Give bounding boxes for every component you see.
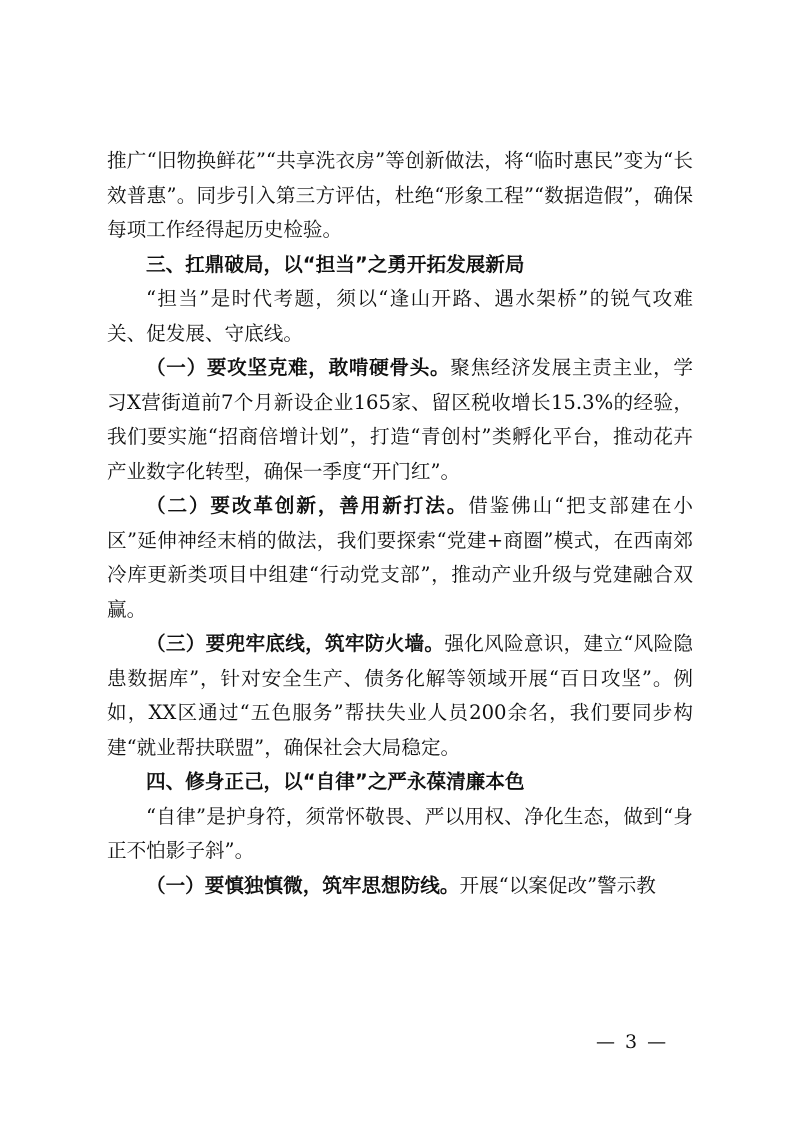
paragraph-lead: （一）要慎独慎微，筑牢思想防线。 [146,873,460,897]
paragraph-text: 开展“以案促改”警示教 [459,873,656,897]
document-body [107,144,693,903]
paragraph-text: “自律”是护身符，须常怀敬畏、严以用权、净化生态，做到“身正不怕影子斜”。 [107,804,693,862]
paragraph-lead: （二）要改革创新，善用新打法。 [146,494,469,517]
paragraph-item-4-1 [107,869,693,904]
paragraph-continuation [107,144,693,248]
paragraph-lead: （一）要攻坚克难，敢啃硬骨头。 [146,356,451,379]
paragraph-text: “担当”是时代考题，须以“逢山开路、遇水架桥”的锐气攻难关、促发展、守底线。 [107,287,693,345]
paragraph-lead: （三）要兜牢底线，筑牢防火墙。 [146,632,445,655]
paragraph-text: 强化风险意识，建立“风险隐患数据库”，针对安全生产、债务化解等领域开展“百日攻坚”。例如，XX区通过“五色服务”帮扶失业人员200余名，我们要同步构建“就业帮扶联盟”，确保社会大局稳定。 [107,632,693,759]
paragraph-item-3-3 [107,627,693,765]
paragraph-item-3-1 [107,351,693,489]
paragraph-intro-three [107,282,693,351]
paragraph-text: 聚焦经济发展主责主业，学习X营街道前7个月新设企业165家、留区税收增长15.3%的经验，我们要实施“招商倍增计划”，打造“青创村”类孵化平台，推动花卉产业数字化转型，确保一季度“开门红”。 [107,356,694,483]
section-heading-four: 四、修身正己，以“自律”之严永葆清廉本色 [146,770,525,793]
paragraph-text: 借鉴佛山“把支部建在小区”延伸神经末梢的做法，我们要探索“党建+商圈”模式，在西南郊冷库更新类项目中组建“行动党支部”，推动产业升级与党建融合双赢。 [107,494,693,621]
paragraph-item-3-2 [107,489,693,627]
paragraph-text: 推广“旧物换鲜花”“共享洗衣房”等创新做法，将“临时惠民”变为“长效普惠”。同步引入第三方评估，杜绝“形象工程”“数据造假”，确保每项工作经得起历史检验。 [107,149,693,241]
paragraph-intro-four [107,800,693,869]
page-number: — 3 — [596,1031,669,1053]
section-heading-three: 三、扛鼎破局，以“担当”之勇开拓发展新局 [146,252,525,276]
